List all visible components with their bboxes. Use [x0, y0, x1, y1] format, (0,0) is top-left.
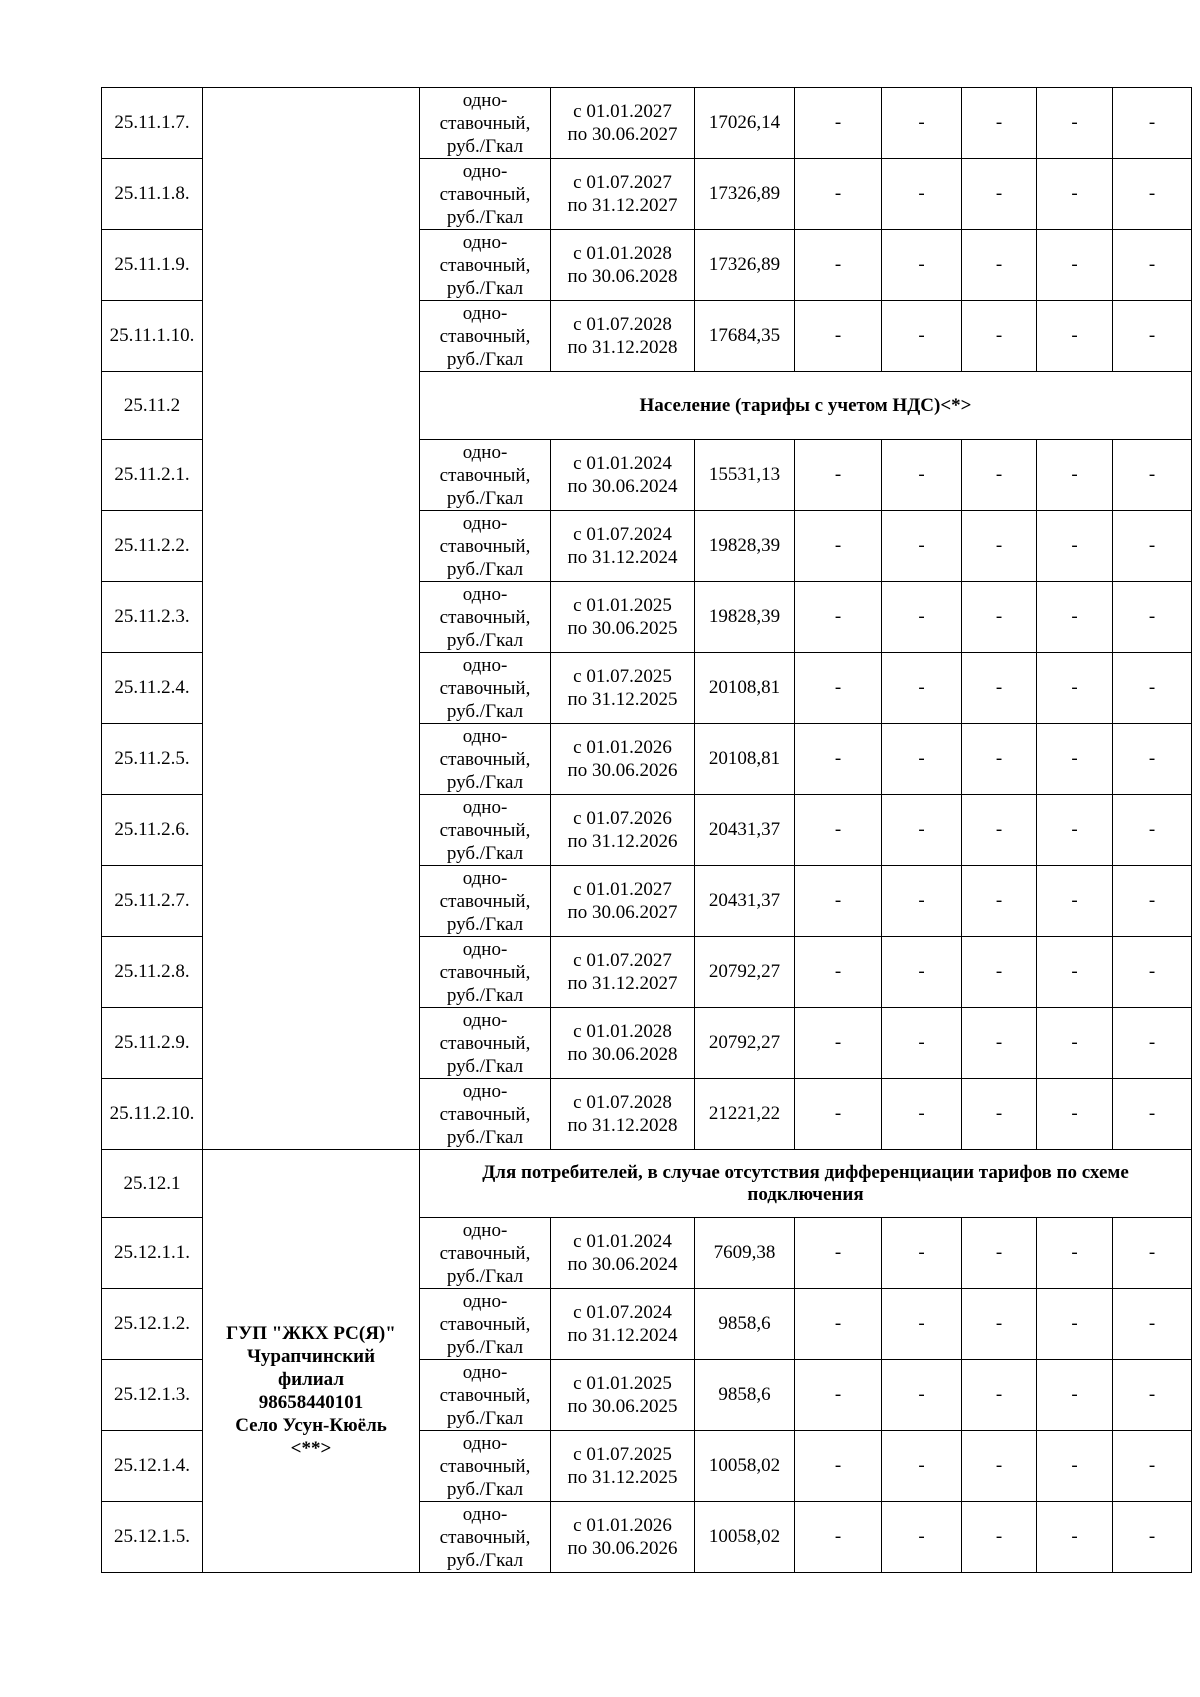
tariff-value: 7609,38 [695, 1218, 795, 1289]
tariff-value: 17026,14 [695, 88, 795, 159]
section-title: Население (тарифы с учетом НДС)<*> [420, 372, 1192, 440]
dash-cell: - [1113, 440, 1192, 511]
org-place: Село Усун-Кюёль [235, 1415, 387, 1436]
dash-cell: - [1113, 724, 1192, 795]
dash-cell: - [962, 1079, 1037, 1150]
period-from: с 01.07.2025 [573, 1444, 672, 1465]
period-to: по 30.06.2024 [567, 476, 678, 497]
rate-type: одно-ставочный, руб./Гкал [420, 1431, 551, 1502]
period [551, 653, 695, 724]
organization-name [203, 1150, 420, 1573]
period-from: с 01.07.2027 [573, 172, 672, 193]
dash-cell: - [962, 159, 1037, 230]
rate-type: одно-ставочный, руб./Гкал [420, 230, 551, 301]
row-number: 25.11.2.10. [102, 1079, 203, 1150]
period-to: по 30.06.2028 [567, 1044, 678, 1065]
dash-cell: - [962, 230, 1037, 301]
row-number: 25.11.2.1. [102, 440, 203, 511]
period-from: с 01.01.2027 [573, 879, 672, 900]
dash-cell: - [962, 1218, 1037, 1289]
dash-cell: - [1113, 1008, 1192, 1079]
period-from: с 01.07.2024 [573, 524, 672, 545]
dash-cell: - [882, 440, 962, 511]
period-to: по 31.12.2027 [567, 195, 678, 216]
period-to: по 30.06.2027 [567, 902, 678, 923]
period-to: по 31.12.2028 [567, 337, 678, 358]
dash-cell: - [1037, 1008, 1113, 1079]
tariff-value: 17326,89 [695, 159, 795, 230]
period-from: с 01.01.2026 [573, 1515, 672, 1536]
rate-type: одно-ставочный, руб./Гкал [420, 159, 551, 230]
dash-cell: - [1037, 724, 1113, 795]
period [551, 1289, 695, 1360]
period [551, 1502, 695, 1573]
rate-type: одно-ставочный, руб./Гкал [420, 88, 551, 159]
rate-type: одно-ставочный, руб./Гкал [420, 1360, 551, 1431]
dash-cell: - [795, 1502, 882, 1573]
dash-cell: - [882, 866, 962, 937]
dash-cell: - [962, 866, 1037, 937]
period-to: по 30.06.2026 [567, 1538, 678, 1559]
period [551, 440, 695, 511]
period-to: по 31.12.2026 [567, 831, 678, 852]
period-to: по 31.12.2025 [567, 1467, 678, 1488]
dash-cell: - [1037, 440, 1113, 511]
dash-cell: - [795, 511, 882, 582]
period [551, 230, 695, 301]
dash-cell: - [882, 511, 962, 582]
period-from: с 01.07.2028 [573, 1092, 672, 1113]
dash-cell: - [882, 230, 962, 301]
row-number: 25.11.2.7. [102, 866, 203, 937]
period-from: с 01.01.2028 [573, 243, 672, 264]
dash-cell: - [1037, 937, 1113, 1008]
dash-cell: - [1113, 653, 1192, 724]
row-number: 25.11.2.2. [102, 511, 203, 582]
dash-cell: - [1113, 1289, 1192, 1360]
period [551, 1360, 695, 1431]
rate-type: одно-ставочный, руб./Гкал [420, 1008, 551, 1079]
dash-cell: - [1037, 795, 1113, 866]
dash-cell: - [1113, 795, 1192, 866]
dash-cell: - [795, 795, 882, 866]
dash-cell: - [1037, 301, 1113, 372]
dash-cell: - [795, 653, 882, 724]
tariff-value: 17684,35 [695, 301, 795, 372]
period-from: с 01.07.2026 [573, 808, 672, 829]
tariff-value: 17326,89 [695, 230, 795, 301]
period [551, 866, 695, 937]
period-to: по 30.06.2026 [567, 760, 678, 781]
dash-cell: - [962, 88, 1037, 159]
period-to: по 31.12.2027 [567, 973, 678, 994]
period-from: с 01.07.2024 [573, 1302, 672, 1323]
table-row [102, 88, 1192, 159]
period [551, 1079, 695, 1150]
dash-cell: - [1037, 1360, 1113, 1431]
rate-type: одно-ставочный, руб./Гкал [420, 440, 551, 511]
dash-cell: - [1113, 866, 1192, 937]
tariff-value: 9858,6 [695, 1360, 795, 1431]
period-to: по 31.12.2024 [567, 1325, 678, 1346]
tariff-value: 20108,81 [695, 724, 795, 795]
dash-cell: - [962, 1502, 1037, 1573]
rate-type: одно-ставочный, руб./Гкал [420, 653, 551, 724]
org-name: ГУП "ЖКХ РС(Я)" [226, 1323, 396, 1344]
dash-cell: - [882, 724, 962, 795]
period-to: по 31.12.2025 [567, 689, 678, 710]
dash-cell: - [1037, 511, 1113, 582]
dash-cell: - [795, 1079, 882, 1150]
period [551, 795, 695, 866]
period-from: с 01.07.2028 [573, 314, 672, 335]
row-number: 25.11.1.7. [102, 88, 203, 159]
dash-cell: - [962, 511, 1037, 582]
row-number: 25.11.2.4. [102, 653, 203, 724]
period-to: по 30.06.2024 [567, 1254, 678, 1275]
org-cell-empty [203, 88, 420, 1150]
dash-cell: - [962, 724, 1037, 795]
dash-cell: - [795, 301, 882, 372]
tariff-value: 20108,81 [695, 653, 795, 724]
rate-type: одно-ставочный, руб./Гкал [420, 511, 551, 582]
dash-cell: - [962, 582, 1037, 653]
section-row [102, 1150, 1192, 1218]
dash-cell: - [1113, 301, 1192, 372]
rate-type: одно-ставочный, руб./Гкал [420, 1289, 551, 1360]
dash-cell: - [882, 1218, 962, 1289]
period-from: с 01.07.2027 [573, 950, 672, 971]
row-number: 25.11.2.3. [102, 582, 203, 653]
period [551, 88, 695, 159]
row-number: 25.12.1.5. [102, 1502, 203, 1573]
tariff-value: 20792,27 [695, 1008, 795, 1079]
dash-cell: - [882, 653, 962, 724]
tariff-value: 20431,37 [695, 866, 795, 937]
dash-cell: - [795, 440, 882, 511]
dash-cell: - [1037, 1502, 1113, 1573]
rate-type: одно-ставочный, руб./Гкал [420, 724, 551, 795]
dash-cell: - [795, 866, 882, 937]
dash-cell: - [1037, 1289, 1113, 1360]
dash-cell: - [962, 795, 1037, 866]
period-to: по 30.06.2025 [567, 1396, 678, 1417]
tariff-value: 10058,02 [695, 1431, 795, 1502]
dash-cell: - [962, 937, 1037, 1008]
period-to: по 30.06.2027 [567, 124, 678, 145]
period [551, 301, 695, 372]
tariff-value: 15531,13 [695, 440, 795, 511]
period-from: с 01.01.2026 [573, 737, 672, 758]
dash-cell: - [1113, 582, 1192, 653]
dash-cell: - [962, 1008, 1037, 1079]
tariff-table [101, 87, 1192, 1573]
period [551, 582, 695, 653]
dash-cell: - [795, 582, 882, 653]
dash-cell: - [962, 440, 1037, 511]
period-from: с 01.01.2025 [573, 595, 672, 616]
dash-cell: - [882, 1360, 962, 1431]
dash-cell: - [795, 1218, 882, 1289]
row-number: 25.11.1.8. [102, 159, 203, 230]
rate-type: одно-ставочный, руб./Гкал [420, 795, 551, 866]
dash-cell: - [795, 159, 882, 230]
period [551, 1008, 695, 1079]
tariff-value: 19828,39 [695, 511, 795, 582]
dash-cell: - [882, 88, 962, 159]
dash-cell: - [882, 301, 962, 372]
period-from: с 01.01.2028 [573, 1021, 672, 1042]
dash-cell: - [882, 1289, 962, 1360]
dash-cell: - [1037, 1079, 1113, 1150]
period [551, 937, 695, 1008]
dash-cell: - [1037, 1218, 1113, 1289]
dash-cell: - [882, 1079, 962, 1150]
org-line2: Чурапчинский [246, 1346, 376, 1367]
dash-cell: - [1037, 653, 1113, 724]
tariff-table-body [102, 88, 1192, 1573]
tariff-value: 10058,02 [695, 1502, 795, 1573]
period-to: по 31.12.2024 [567, 547, 678, 568]
period [551, 1431, 695, 1502]
section-number: 25.11.2 [102, 372, 203, 440]
dash-cell: - [1113, 937, 1192, 1008]
row-number: 25.12.1.2. [102, 1289, 203, 1360]
org-mark: <**> [290, 1438, 332, 1459]
dash-cell: - [882, 1431, 962, 1502]
dash-cell: - [1113, 1502, 1192, 1573]
dash-cell: - [1113, 511, 1192, 582]
org-code: 98658440101 [258, 1392, 364, 1413]
row-number: 25.11.1.10. [102, 301, 203, 372]
row-number: 25.11.2.5. [102, 724, 203, 795]
dash-cell: - [1037, 582, 1113, 653]
row-number: 25.12.1.4. [102, 1431, 203, 1502]
period-to: по 30.06.2025 [567, 618, 678, 639]
period [551, 159, 695, 230]
dash-cell: - [962, 301, 1037, 372]
section-title: Для потребителей, в случае отсутствия дифференциации тарифов по схеме подключения [420, 1150, 1192, 1218]
rate-type: одно-ставочный, руб./Гкал [420, 1218, 551, 1289]
rate-type: одно-ставочный, руб./Гкал [420, 937, 551, 1008]
rate-type: одно-ставочный, руб./Гкал [420, 1079, 551, 1150]
dash-cell: - [882, 582, 962, 653]
dash-cell: - [1113, 1218, 1192, 1289]
dash-cell: - [882, 795, 962, 866]
period-to: по 31.12.2028 [567, 1115, 678, 1136]
rate-type: одно-ставочный, руб./Гкал [420, 582, 551, 653]
period-from: с 01.01.2027 [573, 101, 672, 122]
period-from: с 01.01.2025 [573, 1373, 672, 1394]
dash-cell: - [1113, 159, 1192, 230]
period-from: с 01.01.2024 [573, 1231, 672, 1252]
dash-cell: - [795, 724, 882, 795]
dash-cell: - [1037, 230, 1113, 301]
rate-type: одно-ставочный, руб./Гкал [420, 1502, 551, 1573]
dash-cell: - [962, 1360, 1037, 1431]
dash-cell: - [962, 1431, 1037, 1502]
tariff-value: 9858,6 [695, 1289, 795, 1360]
dash-cell: - [1113, 230, 1192, 301]
row-number: 25.11.1.9. [102, 230, 203, 301]
dash-cell: - [795, 1289, 882, 1360]
dash-cell: - [1037, 1431, 1113, 1502]
tariff-value: 20792,27 [695, 937, 795, 1008]
rate-type: одно-ставочный, руб./Гкал [420, 301, 551, 372]
dash-cell: - [962, 653, 1037, 724]
row-number: 25.11.2.9. [102, 1008, 203, 1079]
dash-cell: - [795, 88, 882, 159]
dash-cell: - [882, 159, 962, 230]
dash-cell: - [1113, 88, 1192, 159]
dash-cell: - [795, 230, 882, 301]
dash-cell: - [1037, 88, 1113, 159]
period-from: с 01.07.2025 [573, 666, 672, 687]
dash-cell: - [882, 1008, 962, 1079]
section-number: 25.12.1 [102, 1150, 203, 1218]
dash-cell: - [1113, 1079, 1192, 1150]
dash-cell: - [882, 1502, 962, 1573]
row-number: 25.12.1.3. [102, 1360, 203, 1431]
dash-cell: - [795, 1360, 882, 1431]
rate-type: одно-ставочный, руб./Гкал [420, 866, 551, 937]
org-line3: филиал [277, 1369, 345, 1390]
dash-cell: - [1037, 866, 1113, 937]
dash-cell: - [882, 937, 962, 1008]
dash-cell: - [1037, 159, 1113, 230]
row-number: 25.11.2.6. [102, 795, 203, 866]
period [551, 1218, 695, 1289]
row-number: 25.11.2.8. [102, 937, 203, 1008]
tariff-value: 21221,22 [695, 1079, 795, 1150]
period-from: с 01.01.2024 [573, 453, 672, 474]
period-to: по 30.06.2028 [567, 266, 678, 287]
tariff-value: 20431,37 [695, 795, 795, 866]
dash-cell: - [1113, 1431, 1192, 1502]
row-number: 25.12.1.1. [102, 1218, 203, 1289]
dash-cell: - [795, 1008, 882, 1079]
period [551, 724, 695, 795]
dash-cell: - [962, 1289, 1037, 1360]
dash-cell: - [1113, 1360, 1192, 1431]
dash-cell: - [795, 937, 882, 1008]
tariff-value: 19828,39 [695, 582, 795, 653]
period [551, 511, 695, 582]
dash-cell: - [795, 1431, 882, 1502]
